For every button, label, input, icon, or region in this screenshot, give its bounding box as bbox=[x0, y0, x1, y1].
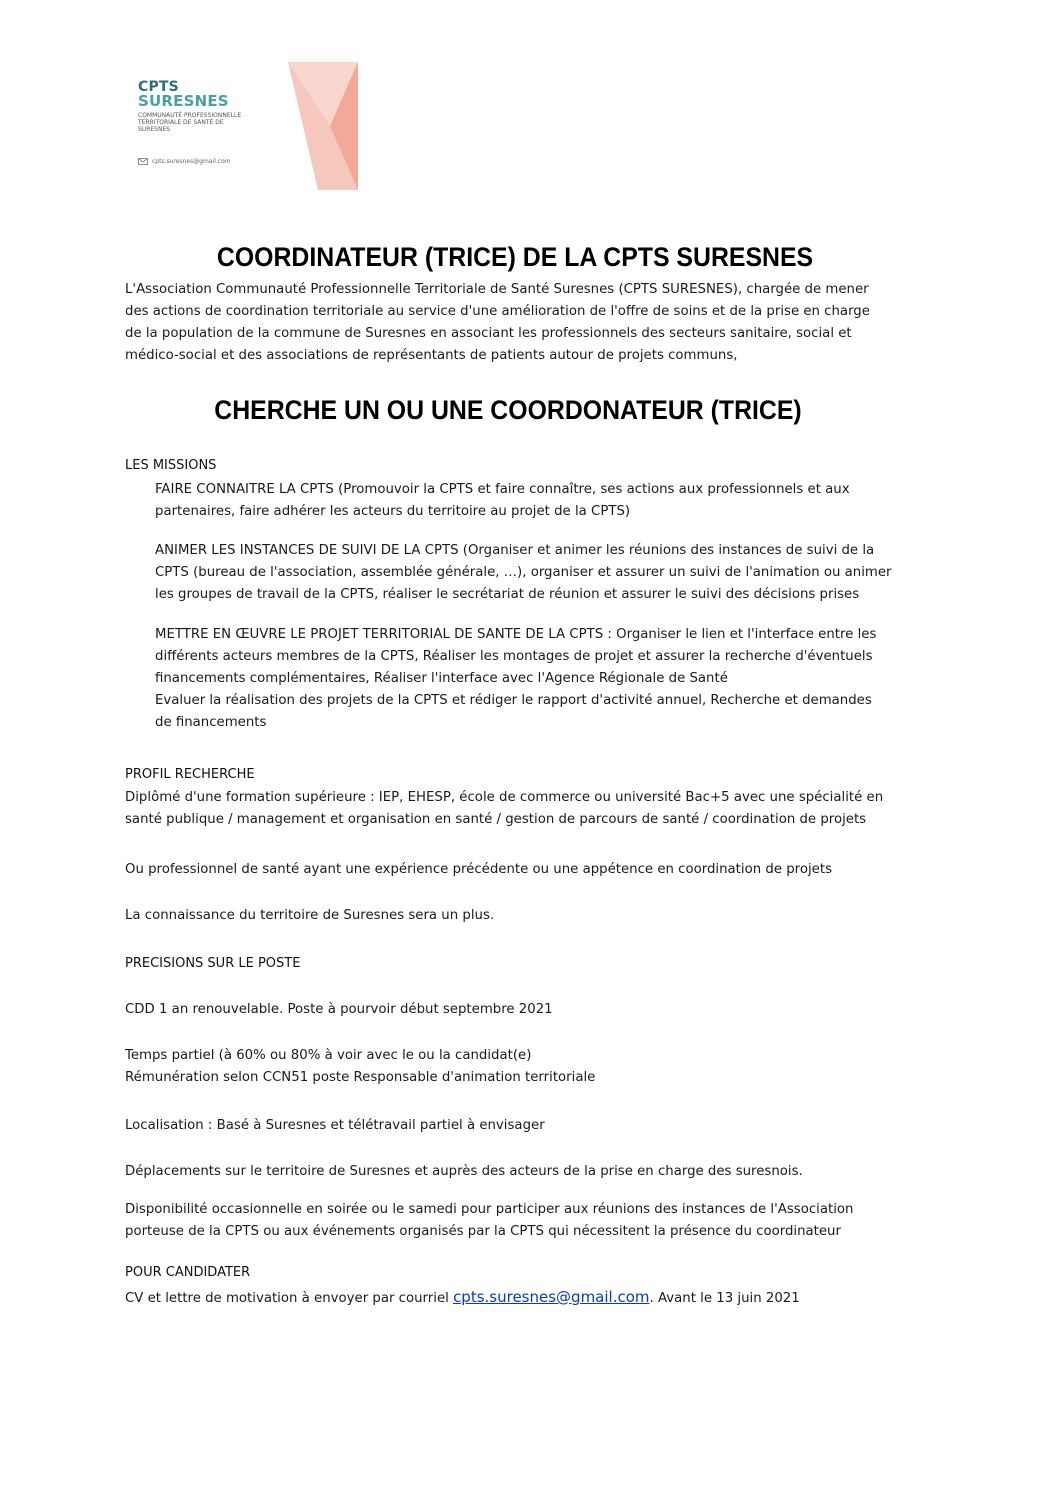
mission-item: FAIRE CONNAITRE LA CPTS (Promouvoir la CPTS et faire connaître, ses actions aux professionnels et aux partenaires, faire adhérer les acteurs du territoire au projet de la CPTS) bbox=[155, 482, 850, 519]
candidater-heading: POUR CANDIDATER bbox=[125, 1265, 251, 1280]
mail-icon bbox=[138, 158, 148, 165]
candidater-text-before: CV et lettre de motivation à envoyer par courriel bbox=[125, 1291, 454, 1306]
logo-triangle-shape bbox=[288, 62, 358, 190]
logo-cpts-text: CPTS bbox=[138, 79, 179, 95]
mission-item: ANIMER LES INSTANCES DE SUIVI DE LA CPTS (Organiser et animer les réunions des instances de suivi de la CPTS (bureau de l'association, assemblée générale, …), organiser et assurer un suivi de l'animation ou animer les groupes de travail de la CPTS, réaliser le secrétariat de réunion et assurer le suivi des décisions prises bbox=[155, 543, 892, 602]
profil-alternative-paragraph: Ou professionnel de santé ayant une expérience précédente ou une appétence en coordination de projets bbox=[125, 862, 832, 877]
precisions-deplacements-paragraph: Déplacements sur le territoire de Suresnes et auprès des acteurs de la prise en charge des suresnois. bbox=[125, 1164, 803, 1179]
logo-subtitle: COMMUNAUTÉ PROFESSIONNELLE TERRITORIALE DE SANTÉ DE SURESNES bbox=[138, 112, 242, 133]
precisions-disponibilite-paragraph: Disponibilité occasionnelle en soirée ou le samedi pour participer aux réunions des instances de l'Association porteuse de la CPTS ou aux événements organisés par la CPTS qui nécessitent la présence du coordinateur bbox=[125, 1202, 854, 1239]
profil-diplome-paragraph: Diplômé d'une formation supérieure : IEP, EHESP, école de commerce ou université Bac+5 avec une spécialité en santé publique / management et organisation en santé / gestion de parcours de santé / coordination de projets bbox=[125, 790, 884, 827]
page-subtitle: CHERCHE UN OU UNE COORDONATEUR (TRICE) bbox=[214, 395, 802, 425]
logo-email-text: cpts.suresnes@gmail.com bbox=[152, 158, 231, 165]
precisions-temps-paragraph: Temps partiel (à 60% ou 80% à voir avec le ou la candidat(e) Rémunération selon CCN51 poste Responsable d'animation territoriale bbox=[125, 1048, 596, 1085]
candidater-text-after: . Avant le 13 juin 2021 bbox=[649, 1291, 800, 1306]
page-title: COORDINATEUR (TRICE) DE LA CPTS SURESNES bbox=[216, 242, 814, 272]
missions-heading: LES MISSIONS bbox=[125, 458, 217, 473]
mission-item: METTRE EN ŒUVRE LE PROJET TERRITORIAL DE SANTE DE LA CPTS : Organiser le lien et l'interface entre les différents acteurs membres de la CPTS, Réaliser les montages de projet et assurer la recherche d'éventuels financements complémentaires, Réaliser l'interface avec l'Agence Régionale de Santé Evaluer la réalisation des projets de la CPTS et rédiger le rapport d'activité annuel, Recherche et demandes de financements bbox=[155, 627, 877, 730]
email-link[interactable]: cpts.suresnes@gmail.com bbox=[453, 1288, 650, 1306]
logo-email bbox=[138, 158, 231, 165]
logo-suresnes-text: SURESNES bbox=[138, 92, 229, 110]
cpts-logo bbox=[138, 62, 358, 192]
profil-heading: PROFIL RECHERCHE bbox=[125, 767, 255, 782]
candidater-paragraph bbox=[125, 1286, 945, 1310]
precisions-heading: PRECISIONS SUR LE POSTE bbox=[125, 956, 301, 971]
precisions-localisation-paragraph: Localisation : Basé à Suresnes et télétravail partiel à envisager bbox=[125, 1118, 545, 1133]
precisions-cdd-paragraph: CDD 1 an renouvelable. Poste à pourvoir début septembre 2021 bbox=[125, 1002, 553, 1017]
intro-paragraph: L'Association Communauté Professionnelle Territoriale de Santé Suresnes (CPTS SURESNES), chargée de mener des actions de coordination territoriale au service d'une amélioration de l'offre de soins et de la prise en charge de la population de la commune de Suresnes en associant les professionnels des secteurs sanitaire, social et médico-social et des associations de représentants de patients autour de projets communs, bbox=[125, 282, 870, 363]
profil-connaissance-paragraph: La connaissance du territoire de Suresnes sera un plus. bbox=[125, 908, 495, 923]
